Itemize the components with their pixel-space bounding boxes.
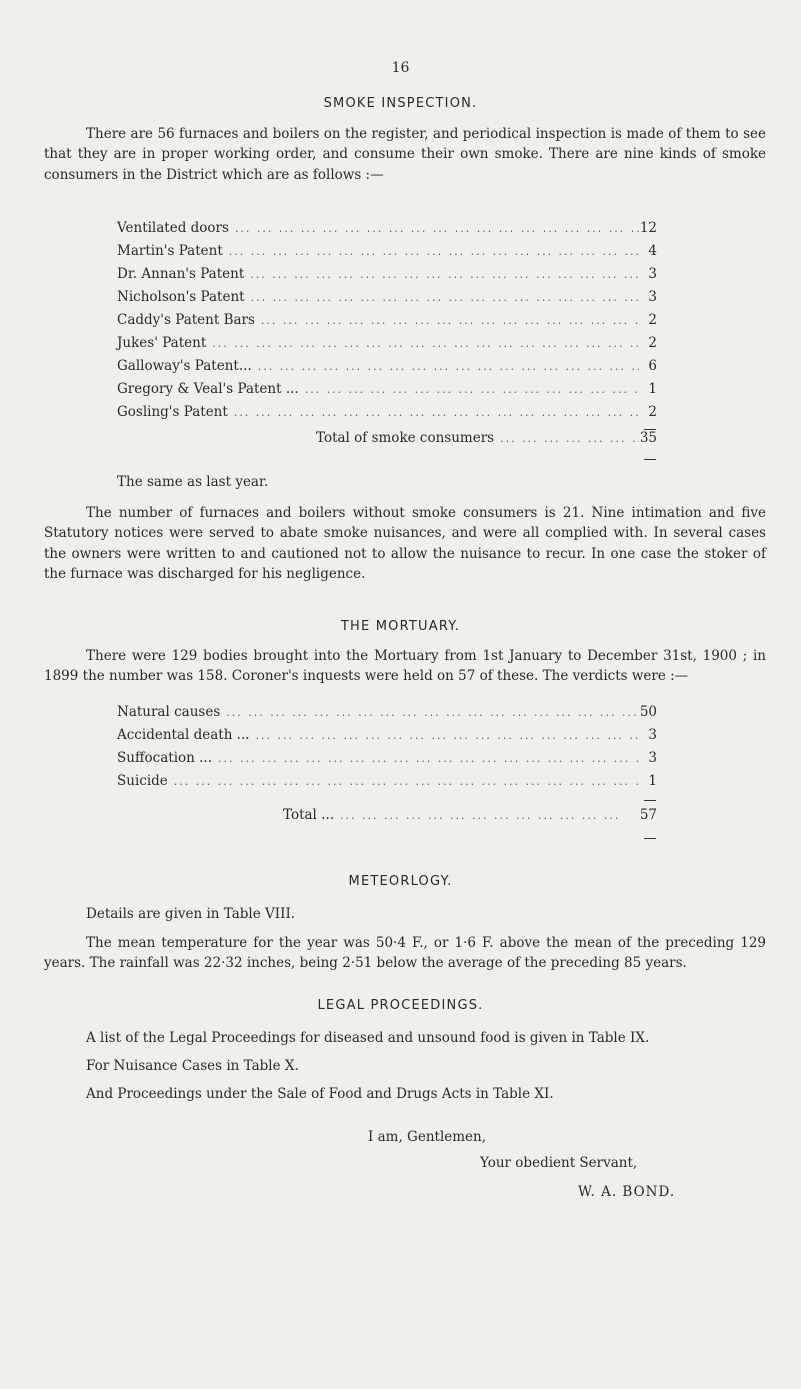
signature: W. A. BOND. — [578, 1184, 676, 1200]
same-as-last-year: The same as last year. — [117, 474, 269, 490]
meteorology-paragraph: The mean temperature for the year was 50·4 F., or 1·6 F. above the mean of the preceding 129 years. The rainfall was 22·32 inches, being 2·51 below the average of the preceding 85 years. — [44, 935, 766, 972]
list-item: Dr. Annan's Patent ... . 3 — [117, 264, 657, 287]
meteorology-heading: METEORLOGY. — [348, 874, 453, 889]
list-item: Ventilated doors ... . 12 — [117, 218, 657, 241]
mortuary-total-label: Total ... — [283, 807, 335, 823]
smoke-total-value: 35 — [639, 430, 657, 446]
list-item: Caddy's Patent Bars ... . 2 — [117, 310, 657, 333]
page-number: 16 — [391, 60, 410, 76]
list-item: Martin's Patent ... . 4 — [117, 241, 657, 264]
sum-rule-bottom — [644, 459, 656, 460]
list-item: Galloway's Patent... ... . 6 — [117, 356, 657, 379]
legal-line-1: A list of the Legal Proceedings for diseased and unsound food is given in Table IX. — [86, 1030, 650, 1046]
list-item: Jukes' Patent ... . 2 — [117, 333, 657, 356]
legal-line-3: And Proceedings under the Sale of Food and Drugs Acts in Table XI. — [86, 1086, 554, 1102]
smoke-consumers-list — [117, 218, 657, 425]
legal-line-2: For Nuisance Cases in Table X. — [86, 1058, 299, 1074]
smoke-paragraph-2: The number of furnaces and boilers without smoke consumers is 21. Nine intimation and five Statutory notices were served to abate smoke nuisances, and were all complied with. In several cases the owners were written to and cautioned not to allow the nuisance to recur. In one case the stoker of the furnace was discharged for his negligence. — [44, 505, 766, 582]
list-item: Natural causes ... . 50 — [117, 702, 657, 725]
mortuary-total-row — [283, 805, 657, 825]
sum-rule-bottom — [644, 838, 656, 839]
mortuary-intro-paragraph: There were 129 bodies brought into the Mortuary from 1st January to December 31st, 1900 ; in 1899 the number was 158. Coroner's inquests were held on 57 of these. The verdicts were :— — [44, 648, 766, 685]
list-item: Nicholson's Patent ... . 3 — [117, 287, 657, 310]
mortuary-heading: THE MORTUARY. — [340, 619, 461, 634]
closing-servant: Your obedient Servant, — [480, 1155, 638, 1171]
list-item: Suicide ... . 1 — [117, 771, 657, 794]
smoke-total-label: Total of smoke consumers — [316, 430, 495, 446]
smoke-intro-paragraph: There are 56 furnaces and boilers on the register, and periodical inspection is made of them to see that they are in proper working order, and consume their own smoke. There are nine kinds of smoke consumers in the District which are as follows :— — [44, 126, 766, 183]
closing-salutation: I am, Gentlemen, — [368, 1129, 487, 1145]
mortuary-total-value: 57 — [639, 807, 657, 823]
smoke-inspection-heading: SMOKE INSPECTION. — [323, 96, 478, 111]
legal-proceedings-heading: LEGAL PROCEEDINGS. — [317, 998, 484, 1013]
list-item: Suffocation ... ... . 3 — [117, 748, 657, 771]
meteorology-line-1: Details are given in Table VIII. — [86, 906, 296, 922]
sum-rule-top — [644, 800, 656, 801]
list-item: Gregory & Veal's Patent ... ... . 1 — [117, 379, 657, 402]
smoke-total-row — [316, 428, 657, 448]
list-item: Accidental death ... ... . 3 — [117, 725, 657, 748]
verdicts-list — [117, 702, 657, 794]
list-item: Gosling's Patent ... . 2 — [117, 402, 657, 425]
